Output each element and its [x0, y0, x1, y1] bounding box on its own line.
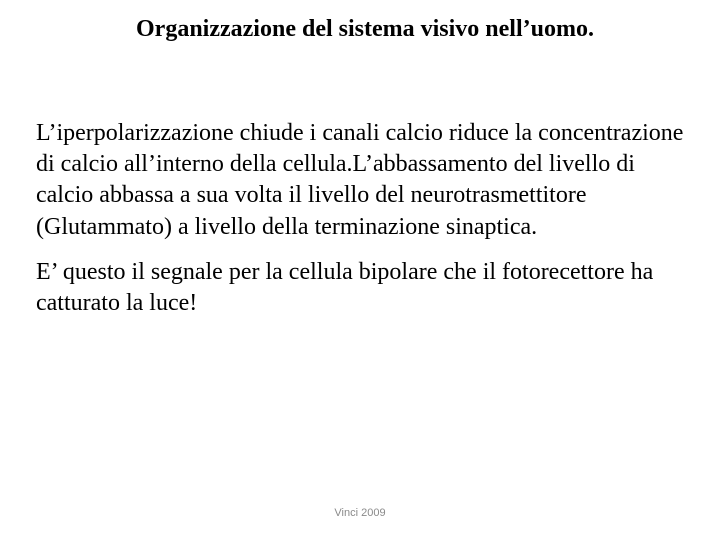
- body-paragraph: E’ questo il segnale per la cellula bipolare che il fotorecettore ha catturato la luce!: [36, 258, 654, 316]
- slide-footer: Vinci 2009: [334, 507, 386, 519]
- slide-body: [36, 118, 696, 319]
- slide-title: Organizzazione del sistema visivo nell’uomo.: [136, 16, 594, 42]
- body-paragraph: L’iperpolarizzazione chiude i canali calcio riduce la concentrazione di calcio all’interno della cellula.L’abbassamento del livello di calcio abbassa a sua volta il livello del neurotrasmettitore (Glutammato) a livello della terminazione sinaptica.: [36, 120, 684, 240]
